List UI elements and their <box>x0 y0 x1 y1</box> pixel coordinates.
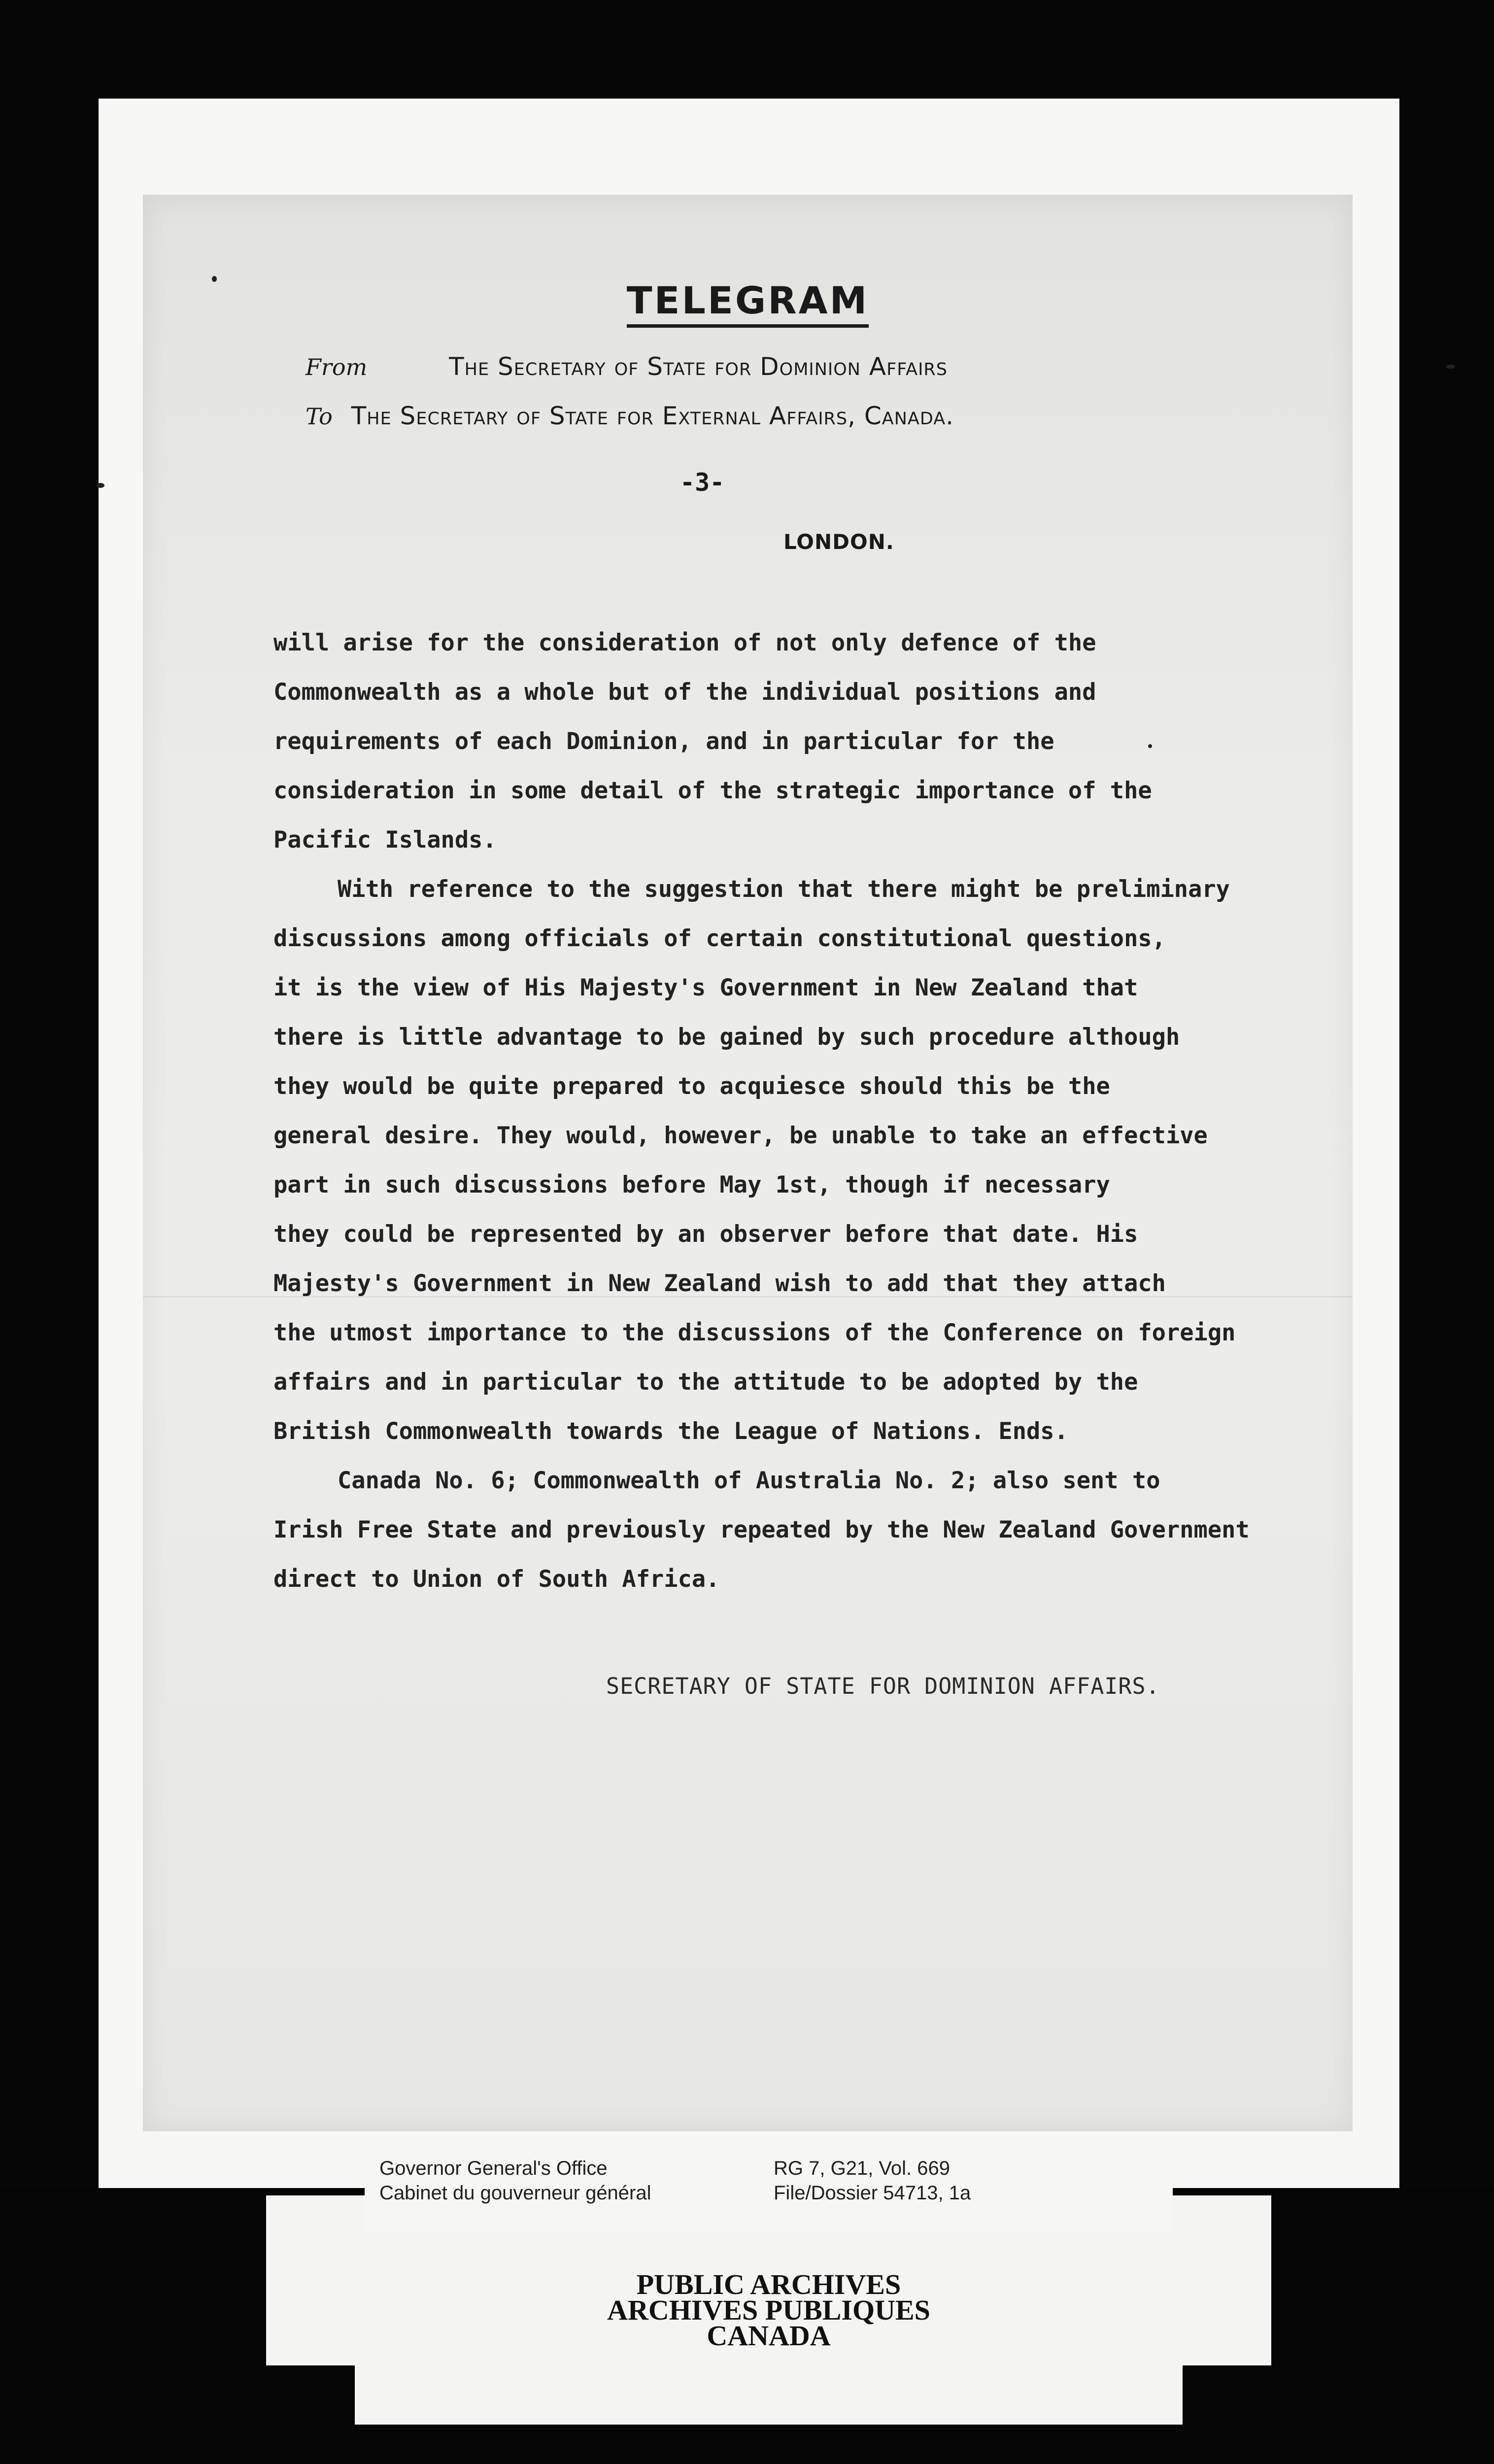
place-line: LONDON. <box>783 530 894 554</box>
heading-text: TELEGRAM <box>627 278 869 328</box>
reference-volume: RG 7, G21, Vol. 669 <box>774 2157 950 2179</box>
dust-speck <box>1148 744 1152 748</box>
body-line: consideration in some detail of the strategic importance of the <box>273 777 1152 804</box>
from-line <box>306 352 948 381</box>
body-line: will arise for the consideration of not only defence of the <box>273 629 1096 656</box>
telegram-heading <box>143 278 1353 322</box>
body-line: discussions among officials of certain constitutional questions, <box>273 925 1166 952</box>
body-line: there is little advantage to be gained by such procedure although <box>273 1024 1180 1051</box>
from-value: The Secretary of State for Dominion Affairs <box>449 352 948 381</box>
dust-speck <box>212 276 217 282</box>
archive-name-french: ARCHIVES PUBLIQUES <box>607 2294 930 2326</box>
body-line: affairs and in particular to the attitude to be adopted by the <box>273 1369 1138 1396</box>
body-line: they could be represented by an observer before that date. His <box>273 1221 1138 1248</box>
body-line: Irish Free State and previously repeated by the New Zealand Government <box>273 1516 1250 1543</box>
archive-reference <box>774 2156 971 2205</box>
office-french: Cabinet du gouverneur général <box>379 2182 651 2204</box>
telegram-sheet <box>143 195 1353 2131</box>
to-line <box>306 402 954 430</box>
body-line: part in such discussions before May 1st, though if necessary <box>273 1171 1110 1198</box>
body-line: they would be quite prepared to acquiesce should this be the <box>273 1073 1110 1100</box>
dust-speck <box>1446 365 1455 369</box>
archive-country: CANADA <box>707 2320 831 2352</box>
body-line: it is the view of His Majesty's Government in New Zealand that <box>273 974 1138 1001</box>
body-line: With reference to the suggestion that there might be preliminary <box>338 876 1230 903</box>
body-line: Commonwealth as a whole but of the individual positions and <box>273 679 1096 706</box>
body-line: Canada No. 6; Commonwealth of Australia No. 2; also sent to <box>338 1467 1160 1494</box>
body-line: Pacific Islands. <box>273 826 497 854</box>
dust-speck <box>97 483 104 488</box>
archive-office <box>379 2156 651 2205</box>
body-line: general desire. They would, however, be unable to take an effective <box>273 1122 1208 1149</box>
archive-name-english: PUBLIC ARCHIVES <box>636 2268 901 2300</box>
archive-label-tab <box>355 2361 1183 2425</box>
body-line: Majesty's Government in New Zealand wish to add that they attach <box>273 1270 1166 1297</box>
to-value: The Secretary of State for External Affairs, Canada. <box>351 402 954 430</box>
body-line: British Commonwealth towards the League of Nations. Ends. <box>273 1418 1068 1445</box>
from-label: From <box>306 354 368 380</box>
page-number: -3- <box>680 468 725 497</box>
body-line: direct to Union of South Africa. <box>273 1566 720 1593</box>
archive-name <box>365 2268 1173 2352</box>
body-line: requirements of each Dominion, and in particular for the <box>273 728 1054 755</box>
office-english: Governor General's Office <box>379 2157 608 2179</box>
signature-line: SECRETARY OF STATE FOR DOMINION AFFAIRS. <box>606 1673 1160 1699</box>
to-label: To <box>306 403 333 430</box>
telegram-body <box>273 618 1328 1604</box>
body-line: the utmost importance to the discussions of the Conference on foreign <box>273 1319 1236 1346</box>
reference-file: File/Dossier 54713, 1a <box>774 2182 971 2204</box>
